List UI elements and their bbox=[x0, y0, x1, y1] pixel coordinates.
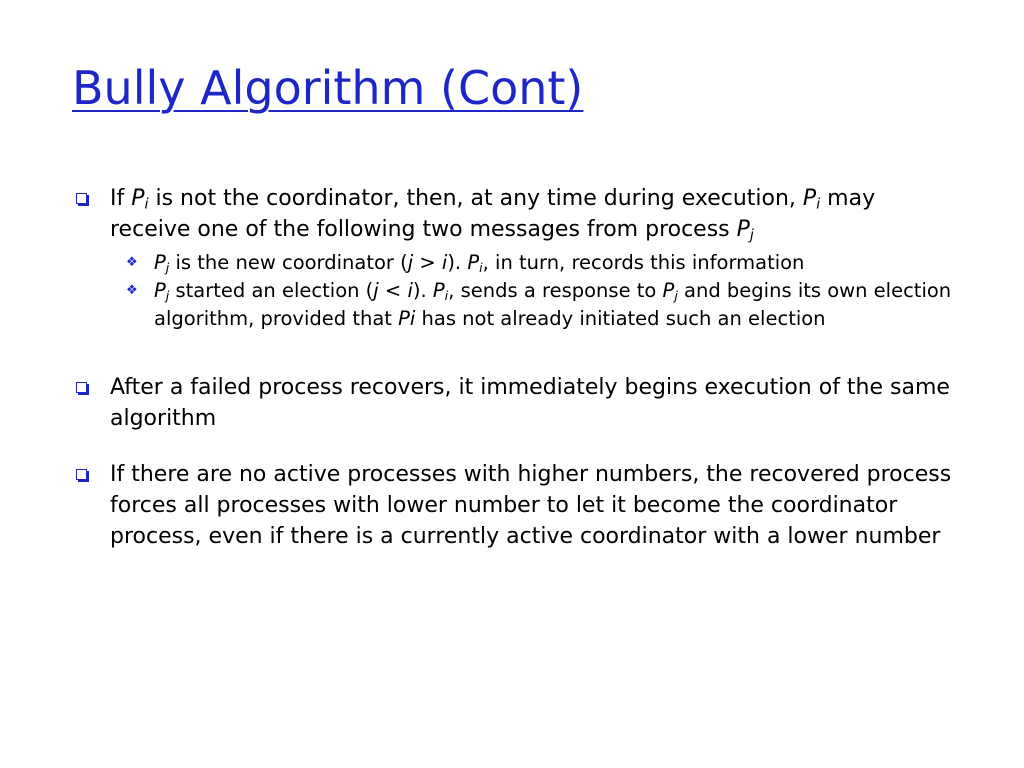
sub-bullet-text: $P_j$ is the new coordinator (j > i). $P_i$, in turn, records this information bbox=[154, 251, 805, 276]
bullet-item bbox=[76, 459, 956, 552]
sub-bullet-text: $P_j$ started an election (j < i). $P_i$, sends a response to $P_j$ and begins its own election algorithm, provided that Pi has not already initiated such an election bbox=[154, 279, 952, 330]
spacer bbox=[76, 358, 956, 372]
bullet-list bbox=[76, 183, 956, 577]
diamond-bullet-icon: ❖ bbox=[126, 255, 138, 270]
bullet-text: If there are no active processes with higher numbers, the recovered process forces all processes with lower number to let it become the coordinator process, even if there is a currently active coordinator with a lower number bbox=[110, 462, 952, 549]
square-bullet-icon bbox=[76, 459, 90, 490]
slide-title: Bully Algorithm (Cont) bbox=[72, 61, 584, 115]
sub-bullet-list bbox=[110, 249, 956, 333]
bullet-text: If $P_i$ is not the coordinator, then, at any time during execution, $P_i$ may receive one of the following two messages from process $P_j$ bbox=[110, 186, 876, 244]
bullet-text: After a failed process recovers, it immediately begins execution of the same algorithm bbox=[110, 375, 950, 431]
bullet-item bbox=[76, 372, 956, 434]
sub-bullet-item bbox=[110, 249, 956, 277]
square-bullet-icon bbox=[76, 183, 90, 214]
bullet-item bbox=[76, 183, 956, 333]
sub-bullet-item bbox=[110, 277, 956, 333]
diamond-bullet-icon: ❖ bbox=[126, 283, 138, 298]
square-bullet-icon bbox=[76, 372, 90, 403]
